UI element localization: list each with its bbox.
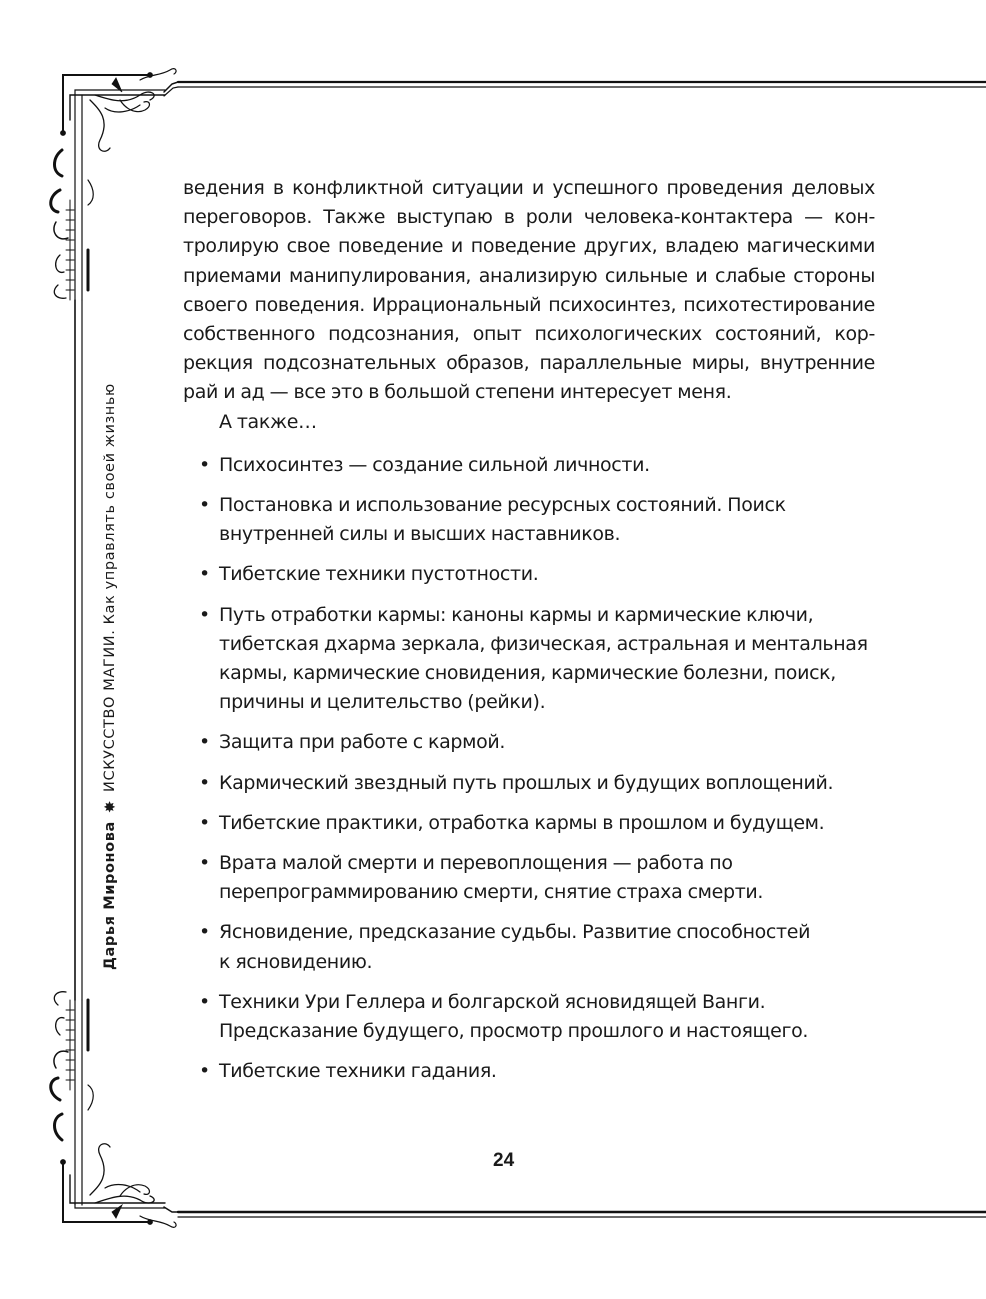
list-item-text: Путь отработки кармы: каноны кармы и кармические ключи, — [219, 603, 814, 626]
bullet-icon: • — [199, 453, 210, 476]
text-line: тролирую свое поведение и поведение других, владею магическими — [183, 235, 875, 258]
list-item — [183, 1057, 875, 1086]
running-head — [95, 330, 125, 970]
list-item-text: перепрограммированию смерти, снятие страха смерти. — [219, 881, 764, 904]
list-item — [183, 769, 875, 798]
list-item-text: тибетская дхарма зеркала, физическая, астральная и ментальная — [219, 632, 868, 655]
list-item-text: Тибетские практики, отработка кармы в прошлом и будущем. — [219, 811, 825, 834]
bullet-icon: • — [199, 921, 210, 944]
lead-in-text: А также… — [219, 410, 317, 433]
bullet-icon: • — [199, 811, 210, 834]
bullet-icon: • — [199, 603, 210, 626]
list-item-text: Предсказание будущего, просмотр прошлого и настоящего. — [219, 1020, 809, 1043]
list-item-text: Психосинтез — создание сильной личности. — [219, 453, 650, 476]
text-line: своего поведения. Иррациональный психосинтез, психотестирование — [183, 293, 875, 316]
bullet-icon: • — [199, 1060, 210, 1083]
bullet-icon: • — [199, 563, 210, 586]
page-body — [183, 174, 875, 1097]
list-item-text: Техники Ури Геллера и болгарской ясновидящей Ванги. — [219, 990, 766, 1013]
list-item-text: Тибетские техники гадания. — [219, 1060, 497, 1083]
list-item-text: Ясновидение, предсказание судьбы. Развитие способностей — [219, 921, 811, 944]
list-item — [183, 918, 875, 976]
list-item-text: кармы, кармические сновидения, кармические болезни, поиск, — [219, 662, 836, 685]
text-line: переговоров. Также выступаю в роли человека-контактера — кон- — [183, 206, 875, 229]
bullet-icon: • — [199, 731, 210, 754]
star-ornament-icon: ✸ — [101, 799, 119, 814]
running-head-book-title: ИСКУССТВО МАГИИ. Как управлять своей жизнью — [102, 383, 118, 792]
list-item-text: к ясновидению. — [219, 950, 373, 973]
bullet-list — [183, 451, 875, 1087]
list-item-text: Защита при работе с кармой. — [219, 731, 506, 754]
text-line: ведения в конфликтной ситуации и успешного проведения деловых — [183, 177, 875, 199]
list-item-text: внутренней силы и высших наставников. — [219, 523, 621, 546]
text-line: собственного подсознания, опыт психологических состояний, кор- — [183, 323, 875, 346]
page-number: 24 — [493, 1150, 515, 1171]
list-item — [183, 560, 875, 589]
text-line: рекция подсознательных образов, параллельные миры, внутренние — [183, 352, 875, 375]
list-item-text: Врата малой смерти и перевоплощения — работа по — [219, 852, 733, 875]
running-head-author: Дарья Миронова — [102, 821, 118, 970]
list-item — [183, 451, 875, 480]
list-item-text: Постановка и использование ресурсных состояний. Поиск — [219, 494, 786, 517]
bullet-icon: • — [199, 494, 210, 517]
text-line: рай и ад — все это в большой степени интересует меня. — [183, 381, 732, 404]
list-item — [183, 988, 875, 1046]
text-line: приемами манипулирования, анализирую сильные и слабые стороны — [183, 264, 875, 287]
bullet-icon: • — [199, 771, 210, 794]
list-item — [183, 601, 875, 718]
body-paragraph — [183, 174, 875, 408]
bullet-icon: • — [199, 990, 210, 1013]
bullet-icon: • — [199, 852, 210, 875]
list-item — [183, 728, 875, 757]
list-item — [183, 809, 875, 838]
list-item-text: Тибетские техники пустотности. — [219, 563, 539, 586]
list-item — [183, 491, 875, 549]
list-item-text: причины и целительство (рейки). — [219, 691, 546, 714]
list-item-text: Кармический звездный путь прошлых и будущих воплощений. — [219, 771, 834, 794]
list-item — [183, 849, 875, 907]
